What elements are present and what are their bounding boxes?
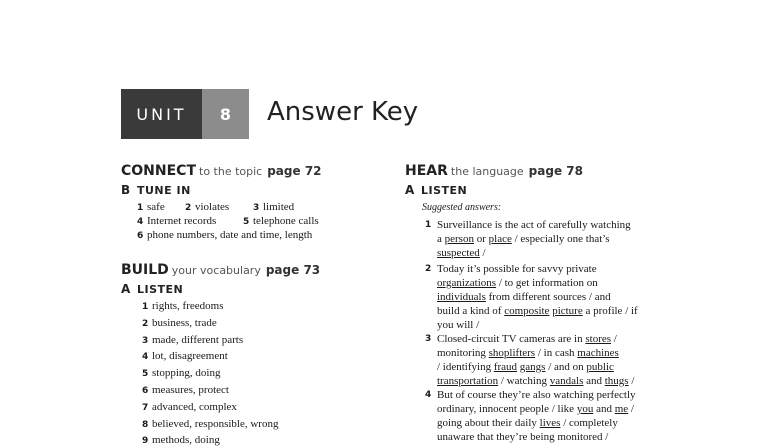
- answer-text: violates: [195, 201, 230, 213]
- list-item: [142, 334, 243, 346]
- underlined-word: public: [586, 361, 614, 373]
- answer-text: measures, protect: [152, 384, 229, 396]
- answer-text: phone numbers, date and time, length: [147, 229, 313, 241]
- list-item: [425, 388, 636, 444]
- answer-text: build a kind of: [437, 305, 505, 317]
- underlined-word: person: [444, 233, 474, 245]
- answer-text: / to get information on: [496, 277, 598, 289]
- answer-line: [437, 402, 636, 416]
- answer-text: /: [628, 375, 635, 387]
- answer-line: [437, 430, 636, 444]
- answer-number: 4: [425, 390, 432, 400]
- underlined-word: machines: [577, 347, 619, 359]
- underlined-word: composite: [504, 305, 550, 317]
- list-item: [425, 262, 638, 332]
- answer-line: [437, 276, 638, 290]
- answer-number: 4: [142, 352, 149, 363]
- answer-line: [437, 246, 631, 260]
- answer-text: / and on: [545, 361, 587, 373]
- list-item: [425, 218, 631, 260]
- answer-line: [437, 360, 634, 374]
- answer-line: [437, 346, 634, 360]
- sub-name: LISTEN: [421, 184, 468, 197]
- hear-subheading: [405, 183, 467, 197]
- answer-line: [437, 290, 638, 304]
- answer-text: a profile / if: [582, 305, 638, 317]
- section-title: HEAR: [405, 163, 448, 179]
- answer-text: /: [611, 333, 617, 345]
- section-page: page 72: [267, 164, 322, 178]
- answer-line: [437, 218, 631, 232]
- section-subtitle: to the topic: [199, 165, 263, 178]
- answer-text: limited: [263, 201, 295, 213]
- list-item: [142, 418, 278, 430]
- section-subtitle: your vocabulary: [171, 264, 261, 277]
- list-item: [142, 401, 237, 413]
- sub-name: TUNE IN: [137, 184, 191, 197]
- list-item: [142, 384, 229, 396]
- answer-text: you will /: [437, 319, 480, 331]
- answer-number: 3: [142, 335, 149, 346]
- answer-line: [437, 332, 634, 346]
- connect-heading: [121, 160, 322, 179]
- list-item: [142, 300, 223, 312]
- answer-text: from different sources / and: [485, 291, 611, 303]
- answer-number: 3: [253, 203, 260, 213]
- answer-number: 8: [142, 419, 149, 430]
- list-item: [142, 434, 220, 446]
- answer-line: [437, 318, 638, 332]
- underlined-word: you: [576, 403, 594, 415]
- underlined-word: me: [614, 403, 629, 415]
- answer-text: /: [479, 247, 486, 259]
- answer-number: 1: [142, 302, 149, 312]
- sub-name: LISTEN: [137, 283, 184, 296]
- answer-line: [437, 304, 638, 318]
- underlined-word: individuals: [437, 291, 486, 303]
- answer-number: 6: [142, 386, 149, 396]
- answer-text: unaware that they’re being monitored /: [437, 431, 609, 443]
- section-title: CONNECT: [121, 163, 196, 179]
- answer-text: a: [437, 233, 445, 245]
- section-page: page 78: [528, 164, 583, 178]
- answer-number: 5: [142, 369, 149, 380]
- answer-text: / in cash: [535, 347, 578, 359]
- underlined-word: transportation: [437, 375, 499, 387]
- answer-row: [137, 215, 319, 227]
- answer-number: 3: [425, 334, 432, 344]
- answer-text: But of course they’re also watching perfectly: [437, 389, 636, 401]
- answer-text: lot, disagreement: [152, 350, 228, 363]
- build-subheading: [121, 282, 183, 296]
- sub-letter: B: [121, 183, 131, 197]
- build-heading: [121, 259, 320, 278]
- answer-number: 2: [185, 203, 192, 213]
- unit-badge: [121, 89, 249, 139]
- answer-text: / watching: [498, 375, 550, 387]
- answer-text: ordinary, innocent people / like: [437, 403, 577, 415]
- sub-letter: A: [121, 282, 131, 296]
- list-item: [142, 367, 220, 379]
- answer-text: Surveillance is the act of carefully watching: [437, 219, 631, 231]
- list-item: [142, 317, 217, 329]
- answer-number: 1: [137, 203, 144, 213]
- answer-text: / identifying: [437, 361, 494, 373]
- answer-text: believed, responsible, wrong: [152, 417, 279, 430]
- answer-line: [437, 388, 636, 402]
- answer-number: 5: [243, 217, 250, 227]
- answer-text: telephone calls: [253, 215, 319, 227]
- answer-text: methods, doing: [152, 434, 220, 446]
- answer-text: or: [473, 233, 489, 245]
- answer-line: [437, 374, 634, 388]
- underlined-word: suspected: [437, 247, 480, 259]
- answer-row: [137, 229, 312, 241]
- answer-row: [137, 201, 294, 213]
- answer-text: Internet records: [147, 215, 217, 227]
- underlined-word: stores: [585, 333, 612, 345]
- connect-subheading: [121, 183, 191, 197]
- answer-line: [437, 232, 631, 246]
- answer-text: monitoring: [437, 347, 489, 359]
- answer-number: 6: [137, 231, 144, 241]
- underlined-word: vandals: [549, 375, 584, 387]
- underlined-word: picture: [552, 305, 583, 317]
- answer-text: and: [593, 403, 615, 415]
- answer-line: [437, 262, 638, 276]
- answer-number: 2: [425, 264, 432, 274]
- underlined-word: organizations: [437, 277, 497, 289]
- unit-label: UNIT: [121, 89, 202, 139]
- answer-text: / especially one that’s: [511, 233, 610, 245]
- answer-text: business, trade: [152, 316, 217, 329]
- answer-number: 1: [425, 220, 432, 230]
- sub-letter: A: [405, 183, 415, 197]
- underlined-word: place: [488, 233, 512, 245]
- answer-text: advanced, complex: [152, 400, 237, 413]
- unit-number: 8: [202, 89, 249, 139]
- underlined-word: thugs: [604, 375, 629, 387]
- answer-text: rights, freedoms: [152, 300, 224, 312]
- answer-text: Closed-circuit TV cameras are in: [437, 333, 586, 345]
- answer-number: 7: [142, 402, 149, 413]
- underlined-word: shoplifters: [488, 347, 536, 359]
- answer-text: / completely: [560, 417, 618, 429]
- answer-text: going about their daily: [437, 417, 540, 429]
- answer-text: stopping, doing: [152, 367, 221, 380]
- answer-text: /: [628, 403, 634, 415]
- list-item: [142, 350, 228, 362]
- answer-number: 4: [137, 217, 144, 227]
- hear-heading: [405, 160, 583, 179]
- page-title: Answer Key: [267, 97, 419, 127]
- answer-text: and: [583, 375, 605, 387]
- underlined-word: lives: [539, 417, 561, 429]
- answer-number: 2: [142, 318, 149, 329]
- answer-line: [437, 416, 636, 430]
- list-item: [425, 332, 634, 388]
- underlined-word: fraud: [493, 361, 518, 373]
- answer-text: Today it’s possible for savvy private: [437, 263, 597, 275]
- section-subtitle: the language: [450, 165, 524, 178]
- answer-number: 9: [142, 436, 149, 446]
- section-page: page 73: [265, 263, 321, 277]
- underlined-word: gangs: [519, 361, 546, 373]
- answer-text: made, different parts: [152, 333, 244, 346]
- suggested-answers-label: Suggested answers:: [422, 202, 502, 213]
- section-title: BUILD: [121, 262, 169, 278]
- answer-text: safe: [147, 201, 165, 213]
